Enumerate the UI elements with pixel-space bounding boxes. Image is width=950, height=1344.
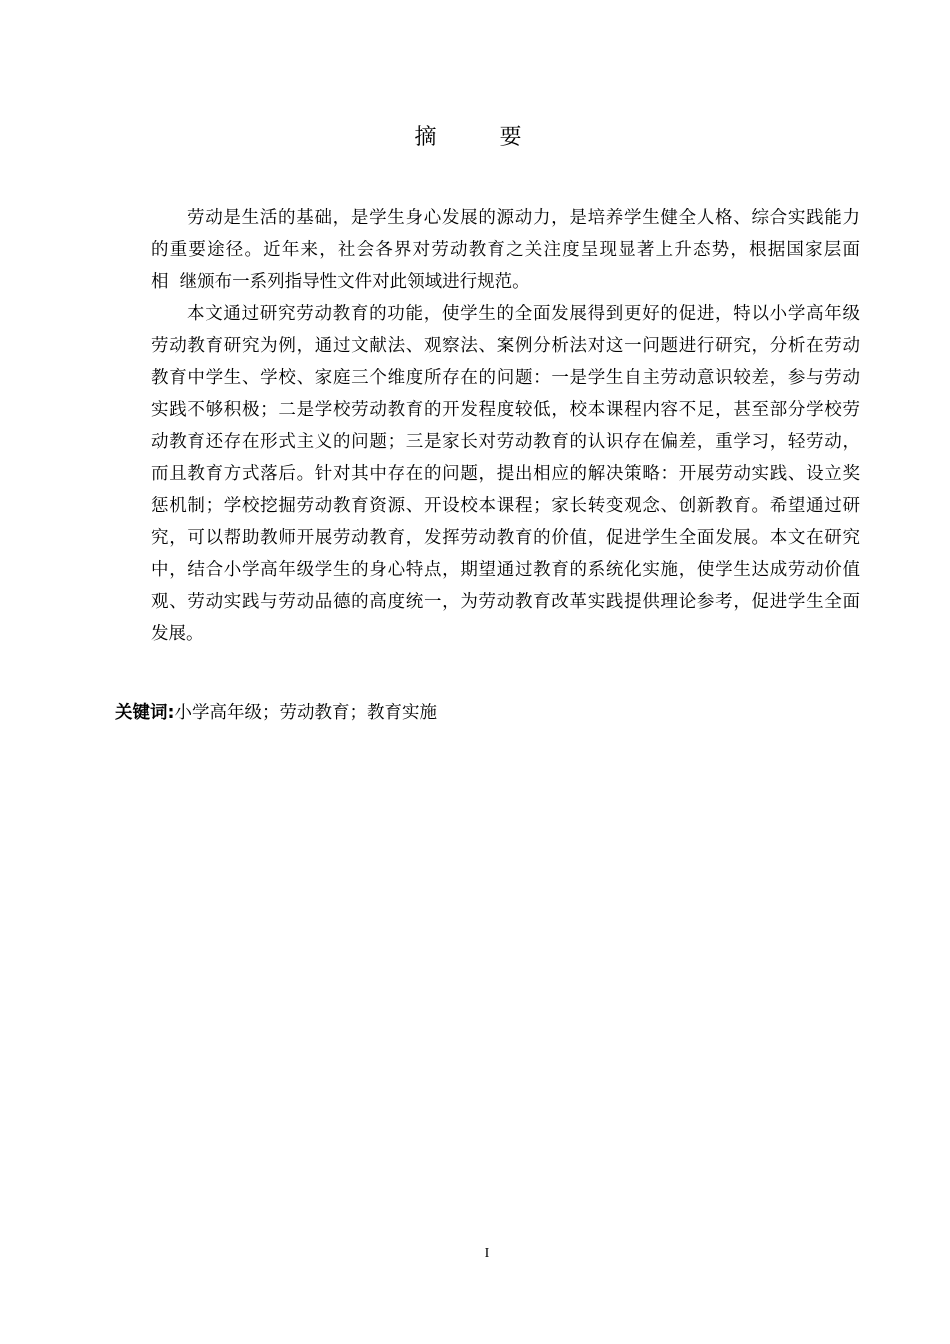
paragraph-line: 中，结合小学高年级学生的身心特点，期望通过教育的系统化实施，使学生达成劳动价值: [151, 560, 860, 580]
paragraph-line: 观、劳动实践与劳动品德的高度统一，为劳动教育改革实践提供理论参考，促进学生全面: [151, 592, 860, 612]
page-number: I: [484, 1246, 490, 1261]
paragraph-line: 教育中学生、学校、家庭三个维度所存在的问题：一是学生自主劳动意识较差，参与劳动: [151, 368, 860, 388]
keywords-value: 小学高年级；劳动教育；教育实施: [174, 703, 437, 723]
paragraph-line: 发展。: [151, 624, 204, 644]
abstract-title: 摘 要: [414, 125, 550, 150]
paragraph-line: 动教育还存在形式主义的问题；三是家长对劳动教育的认识存在偏差，重学习，轻劳动，: [151, 432, 860, 452]
paragraph-line: 惩机制；学校挖掘劳动教育资源、开设校本课程；家长转变观念、创新教育。希望通过研: [151, 496, 860, 516]
abstract-paragraph-1: [115, 202, 860, 298]
paragraph-line: 本文通过研究劳动教育的功能，使学生的全面发展得到更好的促进，特以小学高年级: [187, 304, 860, 324]
paragraph-line: 相 继颁布一系列指导性文件对此领域进行规范。: [151, 272, 530, 292]
abstract-body: [115, 202, 860, 650]
keywords-line: [115, 697, 437, 729]
paragraph-line: 劳动教育研究为例，通过文献法、观察法、案例分析法对这一问题进行研究，分析在劳动: [151, 336, 860, 356]
paragraph-line: 实践不够积极；二是学校劳动教育的开发程度较低，校本课程内容不足，甚至部分学校劳: [151, 400, 860, 420]
paragraph-line: 而且教育方式落后。针对其中存在的问题，提出相应的解决策略：开展劳动实践、设立奖: [151, 464, 860, 484]
paragraph-line: 的重要途径。近年来，社会各界对劳动教育之关注度呈现显著上升态势，根据国家层面: [151, 240, 860, 260]
abstract-paragraph-2: [115, 298, 860, 650]
paragraph-line: 究，可以帮助教师开展劳动教育，发挥劳动教育的价值，促进学生全面发展。本文在研究: [151, 528, 860, 548]
paragraph-line: 劳动是生活的基础，是学生身心发展的源动力，是培养学生健全人格、综合实践能力: [187, 208, 860, 228]
keywords-label: 关键词:: [115, 703, 175, 723]
